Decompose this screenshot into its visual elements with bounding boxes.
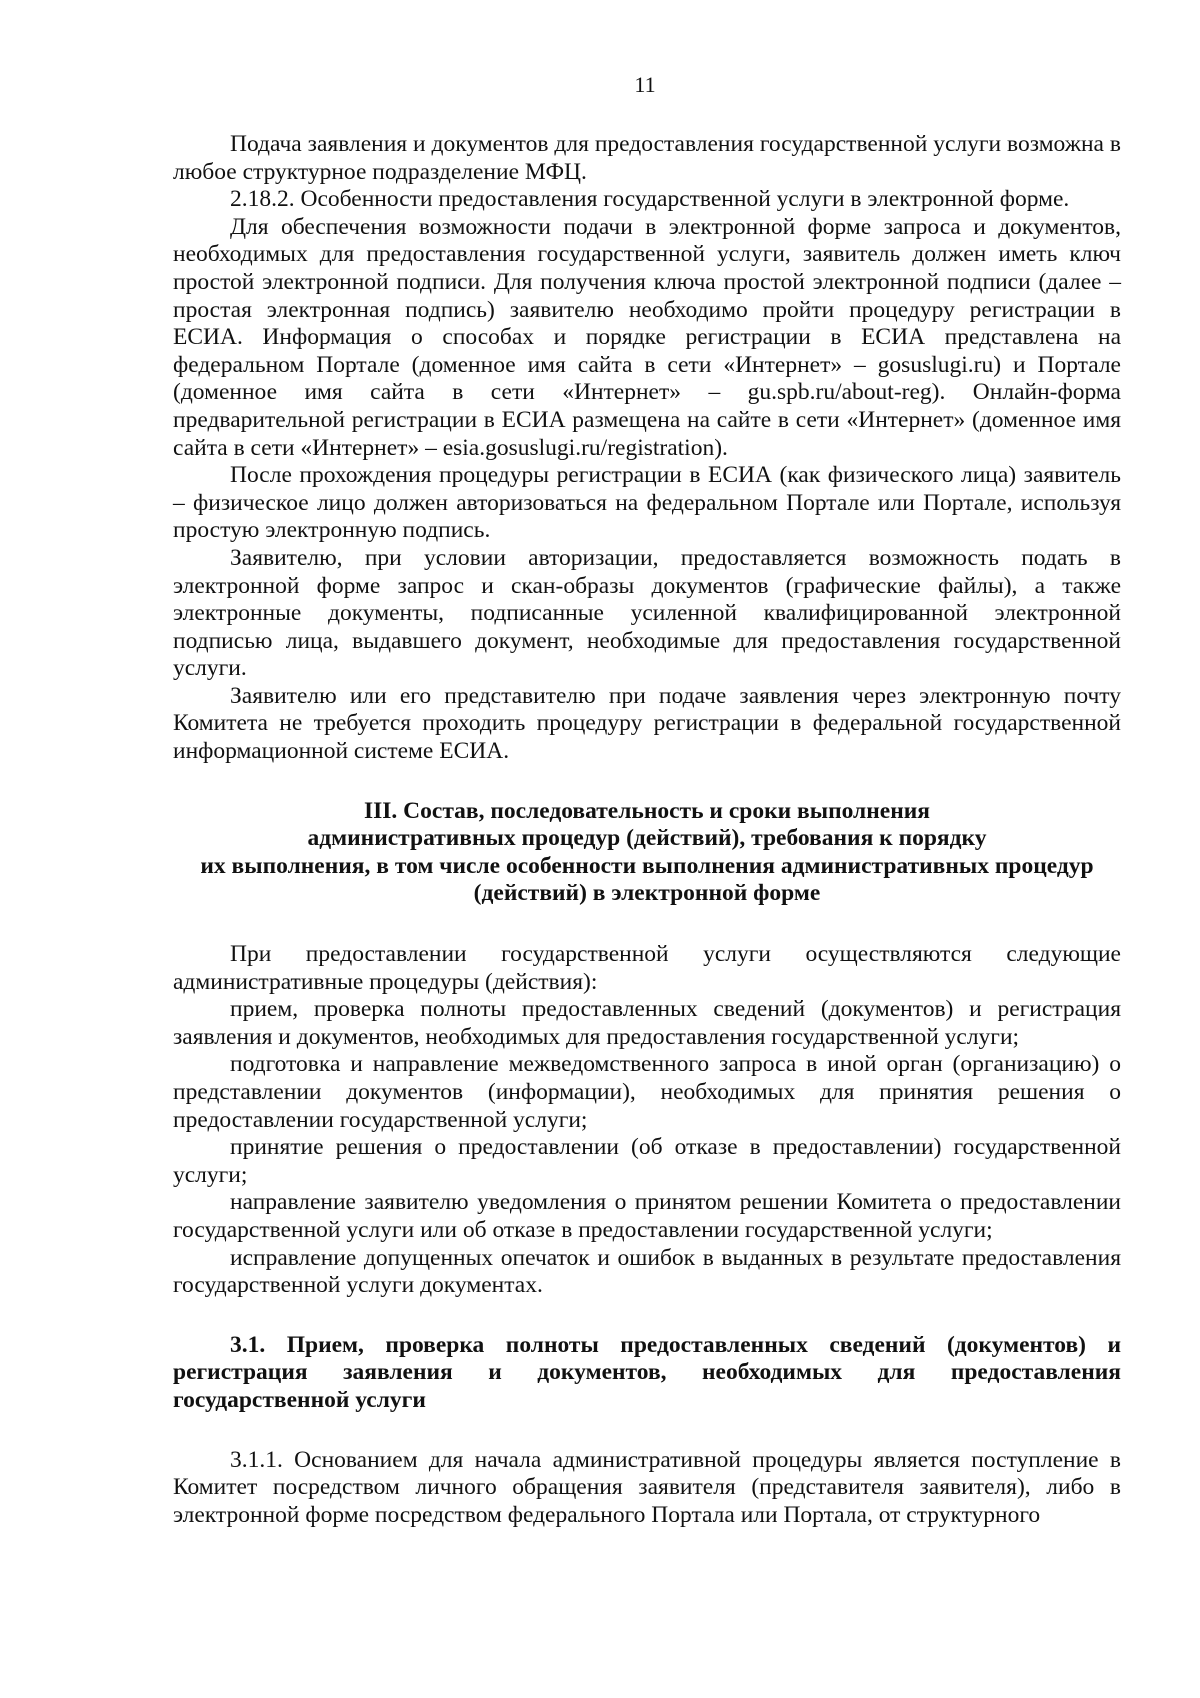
paragraph-2-18-2: 2.18.2. Особенности предоставления государственной услуги в электронной форме. (230, 186, 1070, 213)
section-heading-line: III. Состав, последовательность и сроки выполнения (363, 797, 930, 824)
paragraph-after-registration: После прохождения процедуры регистрации в ЕСИА (как физического лица) заявитель – физическое лицо должен авторизоваться на федеральном Портале или Портале, используя простую электронную подпись. (173, 462, 1121, 544)
list-item-decision: принятие решения о предоставлении (об отказе в предоставлении) государственной услуги; (173, 1134, 1121, 1188)
list-item-reception: прием, проверка полноты предоставленных сведений (документов) и регистрация заявления и документов, необходимых для предоставления государственной услуги; (173, 996, 1121, 1050)
document-body (173, 131, 1121, 1529)
list-item-interagency-request: подготовка и направление межведомственного запроса в иной орган (организацию) о представлении документов (информации), необходимых для принятия решения о предоставлении государственной услуги; (173, 1051, 1121, 1133)
paragraph-email: Заявителю или его представителю при подаче заявления через электронную почту Комитета не требуется проходить процедуру регистрации в федеральной государственной информационной системе ЕСИА. (173, 682, 1121, 765)
page-number: 11 (634, 72, 656, 97)
paragraph-esia-registration: Для обеспечения возможности подачи в электронной форме запроса и документов, необходимых для предоставления государственной услуги, заявитель должен иметь ключ простой электронной подписи. Для получения ключа простой электронной подписи (далее – простая электронная подпись) заявителю необходимо пройти процедуру регистрации в ЕСИА. Информация о способах и порядке регистрации в ЕСИА представлена на федеральном Портале (доменное имя сайта в сети «Интернет» – gosuslugi.ru) и Портале (доменное имя сайта в сети «Интернет» – gu.spb.ru/about-reg). Онлайн-форма предварительной регистрации в ЕСИА размещена на сайте в сети «Интернет» (доменное имя сайта в сети «Интернет» – esia.gosuslugi.ru/registration). (173, 213, 1121, 461)
section-heading-line: их выполнения, в том числе особенности выполнения административных процедур (200, 852, 1094, 879)
section-heading-iii (173, 798, 1121, 908)
section-heading-line: (действий) в электронной форме (473, 880, 821, 907)
paragraph-procedures-intro: При предоставлении государственной услуги осуществляются следующие административные процедуры (действия): (173, 941, 1121, 995)
list-item-notification: направление заявителю уведомления о принятом решении Комитета о предоставлении государственной услуги или об отказе в предоставлении государственной услуги; (173, 1189, 1121, 1243)
section-heading-line: административных процедур (действий), требования к порядку (307, 825, 987, 852)
paragraph-mfc: Подача заявления и документов для предоставления государственной услуги возможна в любое структурное подразделение МФЦ. (173, 131, 1121, 185)
paragraph-3-1-1: 3.1.1. Основанием для начала административной процедуры является поступление в Комитет посредством личного обращения заявителя (представителя заявителя), либо в электронной форме посредством федерального Портала или Портала, от структурного (173, 1446, 1121, 1528)
subsection-heading-3-1: 3.1. Прием, проверка полноты предоставленных сведений (документов) и регистрация заявления и документов, необходимых для предоставления государственной услуги (173, 1331, 1121, 1413)
paragraph-authorization: Заявителю, при условии авторизации, предоставляется возможность подать в электронной форме запрос и скан-образы документов (графические файлы), а также электронные документы, подписанные усиленной квалифицированной электронной подписью лица, выдавшего документ, необходимые для предоставления государственной услуги. (173, 544, 1121, 682)
list-item-corrections: исправление допущенных опечаток и ошибок в выданных в результате предоставления государственной услуги документах. (173, 1244, 1121, 1299)
